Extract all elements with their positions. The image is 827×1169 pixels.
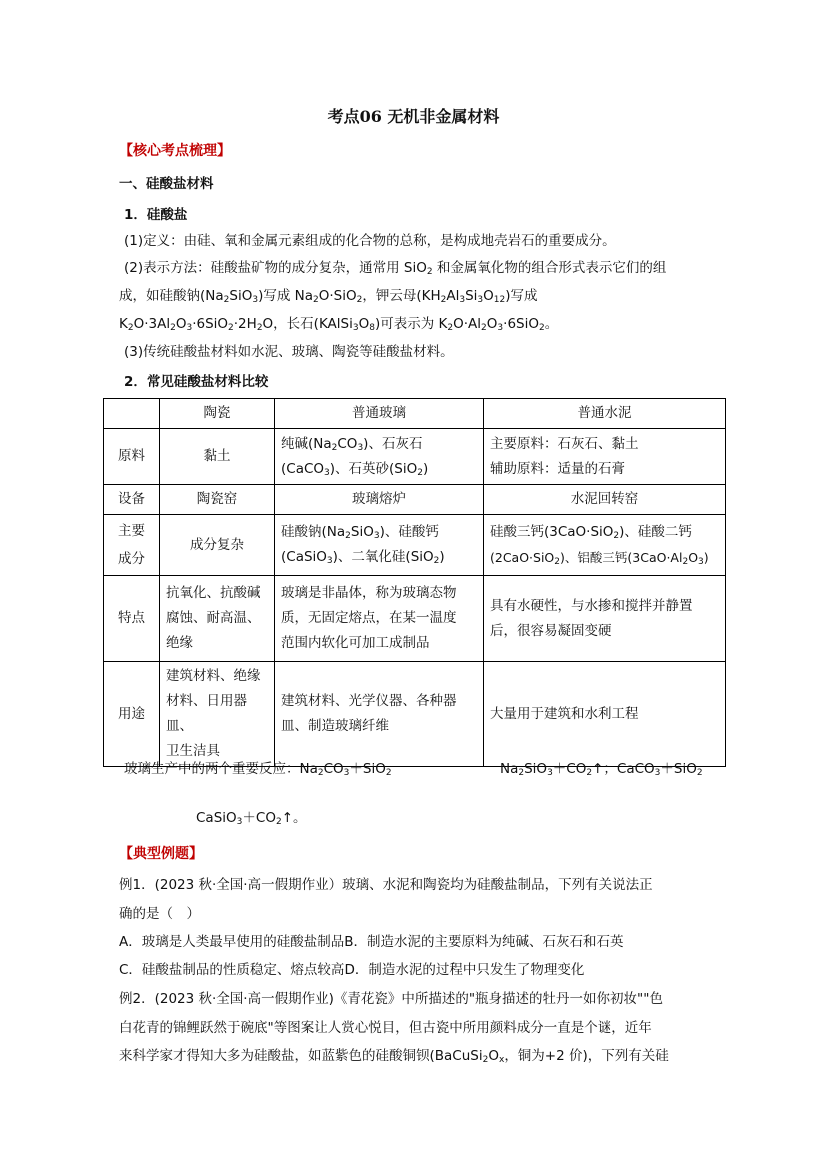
example1-stem-2: 确的是（ ） bbox=[119, 906, 200, 922]
cell-comp-ceramic: 成分复杂 bbox=[160, 515, 275, 576]
traditional-materials-text: (3)传统硅酸盐材料如水泥、玻璃、陶瓷等硅酸盐材料。 bbox=[124, 344, 454, 360]
example2-line-2: 白花青的锦鲤跃然于碗底"等图案让人赏心悦目，但古瓷中所用颜料成分一直是个谜，近年 bbox=[119, 1020, 652, 1036]
definition-text: (1)定义：由硅、氧和金属元素组成的化合物的总称，是构成地壳岩石的重要成分。 bbox=[124, 233, 616, 249]
section-examples-heading: 【典型例题】 bbox=[119, 846, 203, 862]
table-row bbox=[104, 429, 726, 485]
row-label: 主要成分 bbox=[104, 515, 160, 576]
example2-line-3: 来科学家才得知大多为硅酸盐，如蓝紫色的硅酸铜钡($BaCuSi_2O_x$，铜为+2 价)，下列有关硅 bbox=[119, 1048, 669, 1065]
table-header-cell: 普通水泥 bbox=[484, 399, 726, 429]
example2-line-1: 例2．(2023 秋·全国·高一假期作业)《青花瓷》中所描述的"瓶身描述的牡丹一如你初妆""色 bbox=[119, 991, 663, 1007]
table-header-cell: 普通玻璃 bbox=[275, 399, 484, 429]
table-header-cell: 陶瓷 bbox=[160, 399, 275, 429]
glass-reaction-1-products: $Na_2SiO_3+CO_2↑$；CaCO$_3$＋SiO$_2$ bbox=[500, 761, 703, 778]
option-b[interactable]: B．制造水泥的主要原料为纯碱、石灰石和石英 bbox=[344, 934, 624, 950]
option-c[interactable]: C．硅酸盐制品的性质稳定、熔点较高 bbox=[119, 962, 345, 978]
row-label: 用途 bbox=[104, 662, 160, 767]
representation-line-3: $K_2O\cdot 3Al_2O_3\cdot 6SiO_2\cdot 2H_2O$，长石$(KAlSi_3O_8)$可表示为 $K_2O\cdot Al_2O_3\cdot 6SiO_2$。 bbox=[119, 316, 559, 333]
cell-raw-cement: 主要原料：石灰石、黏土 辅助原料：适量的石膏 bbox=[484, 429, 726, 485]
table-row bbox=[104, 485, 726, 515]
heading-comparison: 2．常见硅酸盐材料比较 bbox=[124, 374, 269, 390]
glass-reaction-1: 玻璃生产中的两个重要反应：$Na_2CO_3+SiO_2$ bbox=[124, 761, 392, 778]
representation-line-2: 成，如硅酸钠$(Na_2SiO_3)$写成 $Na_2O\cdot SiO_2$，钾云母$(KH_2Al_3Si_3O_{12})$写成 bbox=[119, 288, 538, 305]
example1-options-cd bbox=[119, 958, 584, 978]
cell-dev-ceramic: 陶瓷窑 bbox=[160, 485, 275, 515]
cell-dev-cement: 水泥回转窑 bbox=[484, 485, 726, 515]
silicate-comparison-table bbox=[103, 398, 726, 767]
row-label: 设备 bbox=[104, 485, 160, 515]
table-header-row bbox=[104, 399, 726, 429]
table-row bbox=[104, 576, 726, 662]
table-header-cell bbox=[104, 399, 160, 429]
row-label: 特点 bbox=[104, 576, 160, 662]
table-row bbox=[104, 515, 726, 576]
example1-stem-1: 例1．(2023 秋·全国·高一假期作业）玻璃、水泥和陶瓷均为硅酸盐制品，下列有关说法正 bbox=[119, 877, 653, 893]
example1-options-ab bbox=[119, 930, 624, 950]
cell-comp-glass: 硅酸钠$(Na_2SiO_3)$、硅酸钙 (CaSiO$_3$)、二氧化硅(SiO$_2$) bbox=[275, 515, 484, 576]
cell-comp-cement: 硅酸三钙(3CaO·SiO$_2$)、硅酸二钙 (2CaO·SiO$_2$)、铝酸三钙$(3CaO\cdot Al_2O_3)$ bbox=[484, 515, 726, 576]
section-core-heading: 【核心考点梳理】 bbox=[119, 143, 231, 159]
cell-raw-ceramic: 黏土 bbox=[160, 429, 275, 485]
glass-reaction-2-products: $CaSiO_3+CO_2↑$。 bbox=[196, 810, 307, 827]
cell-feat-glass: 玻璃是非晶体，称为玻璃态物 质，无固定熔点，在某一温度 范围内软化可加工成制品 bbox=[275, 576, 484, 662]
heading-silicate-materials: 一、硅酸盐材料 bbox=[119, 176, 214, 192]
cell-raw-glass: 纯碱$(Na_2CO_3)$、石灰石 (CaCO$_3$)、石英砂(SiO$_2$) bbox=[275, 429, 484, 485]
cell-use-ceramic: 建筑材料、绝缘 材料、日用器皿、 卫生洁具 bbox=[160, 662, 275, 767]
option-a[interactable]: A．玻璃是人类最早使用的硅酸盐制品 bbox=[119, 934, 345, 950]
cell-feat-ceramic: 抗氧化、抗酸碱 腐蚀、耐高温、 绝缘 bbox=[160, 576, 275, 662]
cell-dev-glass: 玻璃熔炉 bbox=[275, 485, 484, 515]
page-title: 考点06 无机非金属材料 bbox=[327, 107, 500, 126]
cell-use-glass: 建筑材料、光学仪器、各种器 皿、制造玻璃纤维 bbox=[275, 662, 484, 767]
option-d[interactable]: D．制造水泥的过程中只发生了物理变化 bbox=[344, 962, 585, 978]
representation-line-1: (2)表示方法：硅酸盐矿物的成分复杂，通常用 SiO$_2$ 和金属氧化物的组合形式表示它们的组 bbox=[124, 260, 667, 277]
heading-silicate: 1．硅酸盐 bbox=[124, 207, 188, 223]
row-label: 原料 bbox=[104, 429, 160, 485]
cell-feat-cement: 具有水硬性，与水掺和搅拌并静置 后，很容易凝固变硬 bbox=[484, 576, 726, 662]
table-row bbox=[104, 662, 726, 767]
cell-use-cement: 大量用于建筑和水利工程 bbox=[484, 662, 726, 767]
